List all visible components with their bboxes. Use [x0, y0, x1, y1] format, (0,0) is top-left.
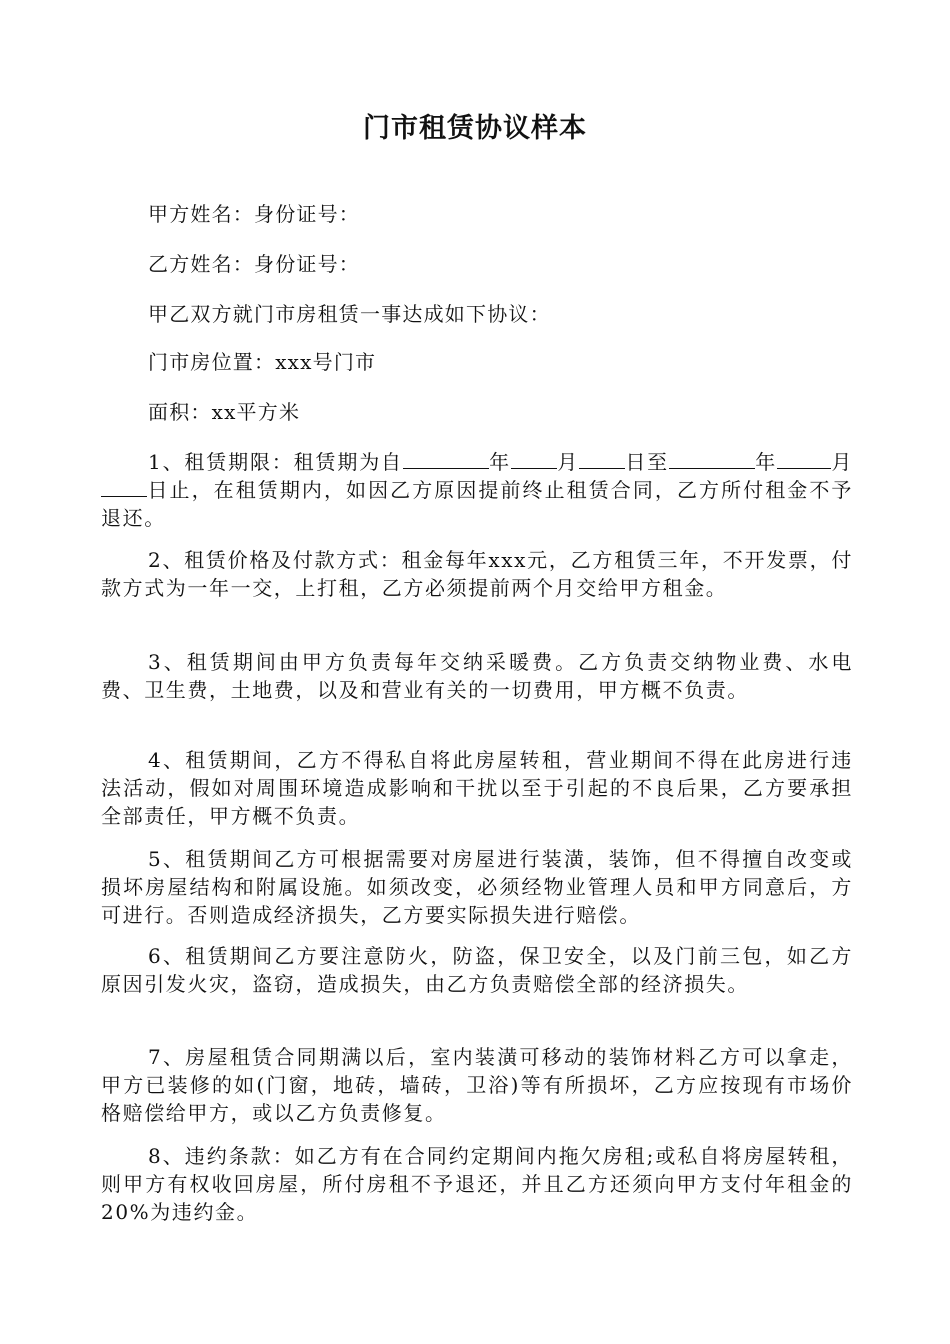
clause-8: 8、违约条款：如乙方有在合同约定期间内拖欠房租;或私自将房屋转租，则甲方有权收回房屋，所付房租不予退还，并且乙方还须向甲方支付年租金的20%为违约金。 [101, 1144, 853, 1224]
party-b-line: 乙方姓名：身份证号： [148, 252, 360, 276]
clause-1-end-month-label: 月 [831, 450, 853, 474]
clause-5: 5、租赁期间乙方可根据需要对房屋进行装潢，装饰，但不得擅自改变或损坏房屋结构和附属设施。如须改变，必须经物业管理人员和甲方同意后，方可进行。否则造成经济损失，乙方要实际损失进行赔偿。 [101, 847, 853, 927]
blank-end-year [669, 448, 755, 469]
party-a-line: 甲方姓名：身份证号： [148, 202, 360, 226]
clause-1 [101, 448, 853, 532]
blank-start-day [579, 448, 625, 469]
clause-4: 4、租赁期间，乙方不得私自将此房屋转租，营业期间不得在此房进行违法活动，假如对周围环境造成影响和干扰以至于引起的不良后果，乙方要承担全部责任，甲方概不负责。 [101, 748, 853, 828]
clause-1-year-label: 年 [488, 450, 511, 474]
clause-7: 7、房屋租赁合同期满以后，室内装潢可移动的装饰材料乙方可以拿走，甲方已装修的如(门窗，地砖，墙砖，卫浴)等有所损坏，乙方应按现有市场价格赔偿给甲方，或以乙方负责修复。 [101, 1045, 853, 1125]
location-line: 门市房位置：xxx号门市 [148, 350, 377, 374]
clause-6: 6、租赁期间乙方要注意防火，防盗，保卫安全，以及门前三包，如乙方原因引发火灾，盗窃，造成损失，由乙方负责赔偿全部的经济损失。 [101, 944, 853, 996]
clause-1-end-year-label: 年 [755, 450, 778, 474]
blank-end-month [785, 448, 831, 469]
clause-1-tail: 日止，在租赁期内，如因乙方原因提前终止租赁合同，乙方所付租金不予退还。 [101, 478, 853, 530]
blank-start-month [511, 448, 557, 469]
clause-2: 2、租赁价格及付款方式：租金每年xxx元，乙方租赁三年，不开发票，付款方式为一年一交，上打租，乙方必须提前两个月交给甲方租金。 [101, 548, 853, 600]
clause-1-lead: 1、租赁期限：租赁期为自 [148, 450, 403, 474]
clause-1-day-label: 日至 [625, 450, 670, 474]
clause-1-month-label: 月 [556, 450, 580, 474]
blank-start-year [403, 448, 489, 469]
clause-3: 3、租赁期间由甲方负责每年交纳采暖费。乙方负责交纳物业费、水电费、卫生费，土地费，以及和营业有关的一切费用，甲方概不负责。 [101, 650, 853, 702]
blank-end-month-a [777, 448, 785, 469]
area-line: 面积：xx平方米 [148, 400, 301, 424]
document-title: 门市租赁协议样本 [363, 113, 587, 144]
blank-end-day [101, 476, 147, 497]
agreement-intro: 甲乙双方就门市房租赁一事达成如下协议： [148, 302, 551, 326]
